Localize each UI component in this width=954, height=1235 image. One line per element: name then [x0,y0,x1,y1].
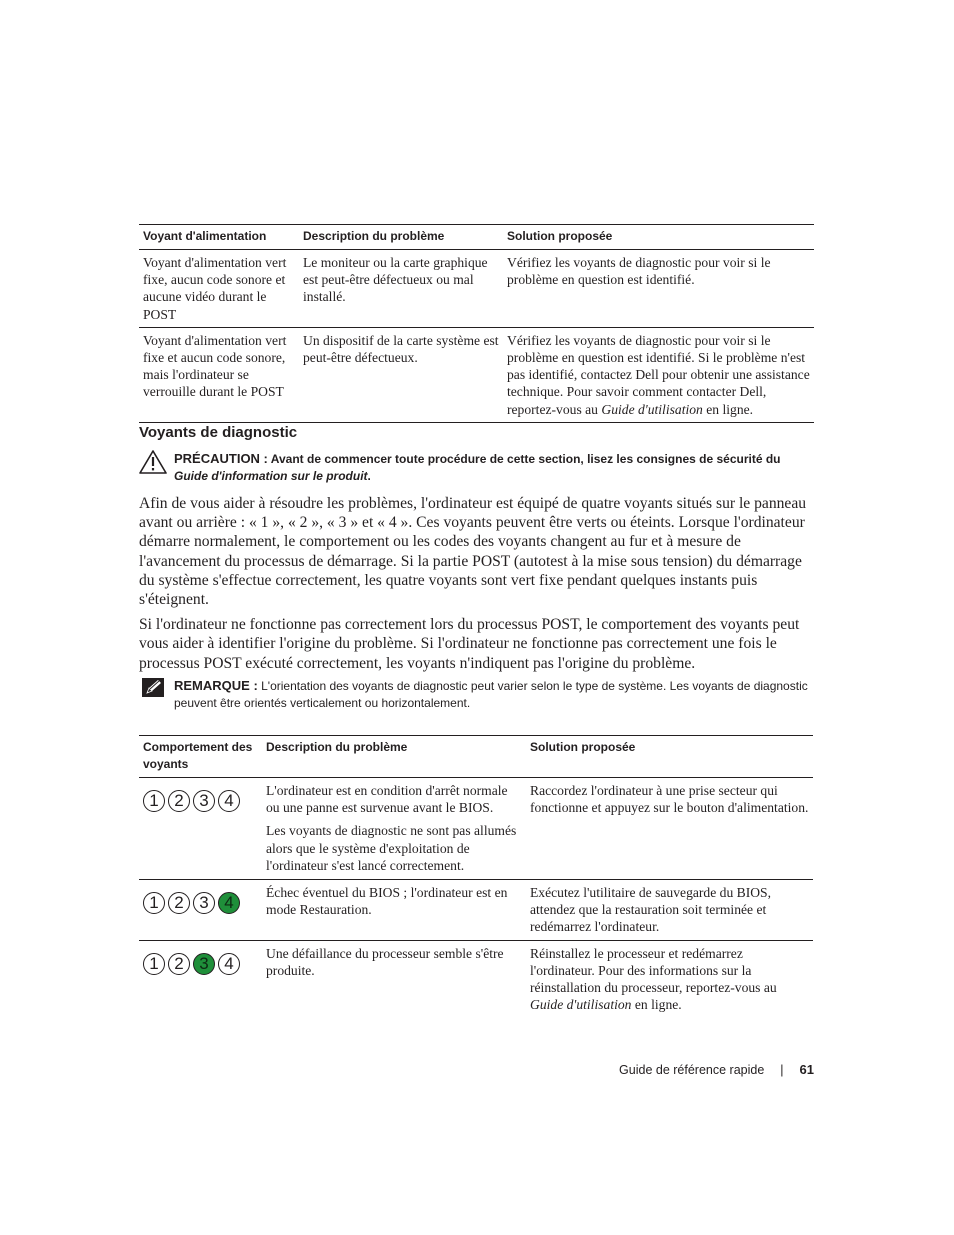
diagnostic-light-1: 1 [143,892,165,914]
led-pattern-cell [139,880,262,941]
table-row [139,940,813,1017]
table-header-row [139,225,814,250]
caution-notice [139,450,814,485]
body-text [139,494,815,679]
table-cell: Voyant d'alimentation vert fixe et aucun code sonore, mais l'ordinateur se verrouille durant le POST [143,332,287,400]
led-pattern [143,790,258,812]
pencil-note-icon [141,677,167,699]
cell-text: en ligne. [631,997,682,1013]
table-cell [503,327,814,422]
table-cell: Raccordez l'ordinateur à une prise secteur qui fonctionne et appuyez sur le bouton d'alimentation. [530,783,809,816]
caution-guide-reference: Guide d'information sur le produit [174,469,368,483]
led-pattern-cell [139,778,262,880]
note-text: L'orientation des voyants de diagnostic peut varier selon le type de système. Les voyants de diagnostic peuvent être orientés verticalement ou horizontalement. [174,679,808,710]
table-cell: Voyant d'alimentation vert fixe, aucun code sonore et aucune vidéo durant le POST [143,255,287,322]
table-cell: Vérifiez les voyants de diagnostic pour voir si le problème en question est identifié. [507,255,771,288]
column-header: Solution proposée [507,229,613,243]
led-pattern [143,953,258,975]
table-row [139,327,814,422]
table-header-row [139,736,813,778]
table-row [139,250,814,328]
column-header: Voyant d'alimentation [143,229,267,243]
diagnostic-light-1: 1 [143,953,165,975]
diagnostic-light-2: 2 [168,892,190,914]
cell-paragraph: L'ordinateur est en condition d'arrêt normale ou une panne est survenue avant le BIOS. [266,783,508,816]
column-header: Comportement des voyants [143,740,253,771]
note-label: REMARQUE : [174,678,258,693]
caution-text: Avant de commencer toute procédure de cette section, lisez les consignes de sécurité du [267,452,781,466]
diagnostic-light-1: 1 [143,790,165,812]
paragraph: Si l'ordinateur ne fonctionne pas correctement lors du processus POST, le comportement des voyants peut vous aider à identifier l'origine du problème. Si l'ordinateur ne fonctionne pas correctement une fois le processus POST exécuté correctement, les voyants n'indiquent pas l'origine du problème. [139,616,800,672]
page-number: 61 [799,1062,814,1077]
power-light-table [139,224,814,423]
diagnostic-light-2: 2 [168,953,190,975]
caution-end: . [367,469,371,483]
cell-text: en ligne. [702,401,754,417]
led-pattern-cell [139,940,262,1017]
column-header: Solution proposée [530,740,636,754]
footer-separator: | [780,1062,784,1077]
caution-label: PRÉCAUTION : [174,451,268,466]
table-cell: Exécutez l'utilitaire de sauvegarde du BIOS, attendez que la restauration soit terminée et redémarrez l'ordinateur. [530,885,772,935]
cell-paragraph: Les voyants de diagnostic ne sont pas allumés alors que le système d'exploitation de l'ordinateur s'est lancé correctement. [266,823,517,873]
diagnostic-light-3: 3 [193,790,215,812]
diagnostic-light-3: 3 [193,953,215,975]
table-cell: Le moniteur ou la carte graphique est peut-être défectueux ou mal installé. [303,255,488,305]
diagnostic-lights-table [139,735,813,1017]
table-row [139,880,813,941]
footer-title: Guide de référence rapide [619,1062,765,1077]
note-notice [139,677,814,712]
table-cell: Un dispositif de la carte système est peut-être défectueux. [303,332,499,366]
diagnostic-light-4: 4 [218,953,240,975]
page-footer [619,1062,814,1077]
column-header: Description du problème [266,740,408,754]
guide-reference: Guide d'utilisation [601,401,703,417]
column-header: Description du problème [303,229,445,243]
table-cell [262,778,526,880]
section-title: Voyants de diagnostic [139,424,298,441]
led-pattern [143,892,258,914]
diagnostic-light-4: 4 [218,790,240,812]
table-cell [526,940,813,1017]
diagnostic-light-3: 3 [193,892,215,914]
cell-text: Réinstallez le processeur et redémarrez l'ordinateur. Pour des informations sur la réinstallation du processeur, reportez-vous au [530,945,777,996]
table-cell: Échec éventuel du BIOS ; l'ordinateur est en mode Restauration. [266,885,508,918]
guide-reference: Guide d'utilisation [530,997,632,1013]
warning-triangle-icon [139,450,167,474]
cell-text: Vérifiez les voyants de diagnostic pour voir si le problème en question est identifié. Si le problème n'est pas identifié, contactez Dell pour obtenir une assistance technique. Pour savoir comment contacter Dell, reportez-vous au [507,332,810,417]
table-cell: Une défaillance du processeur semble s'être produite. [266,945,504,978]
paragraph: Afin de vous aider à résoudre les problèmes, l'ordinateur est équipé de quatre voyants situés sur le panneau avant ou arrière : « 1 », « 2 », « 3 » et « 4 ». Ces voyants peuvent être verts ou éteints. Lorsque l'ordinateur démarre normalement, le comportement ou les codes des voyants changent au fur et à mesure de l'avancement du processus de démarrage. Si la partie POST (autotest à la mise sous tension) du démarrage du système s'effectue correctement, les quatre voyants sont vert fixe pendant quelques instants puis s'éteignent. [139,495,807,609]
table-row [139,778,813,880]
diagnostic-light-4: 4 [218,892,240,914]
diagnostic-light-2: 2 [168,790,190,812]
